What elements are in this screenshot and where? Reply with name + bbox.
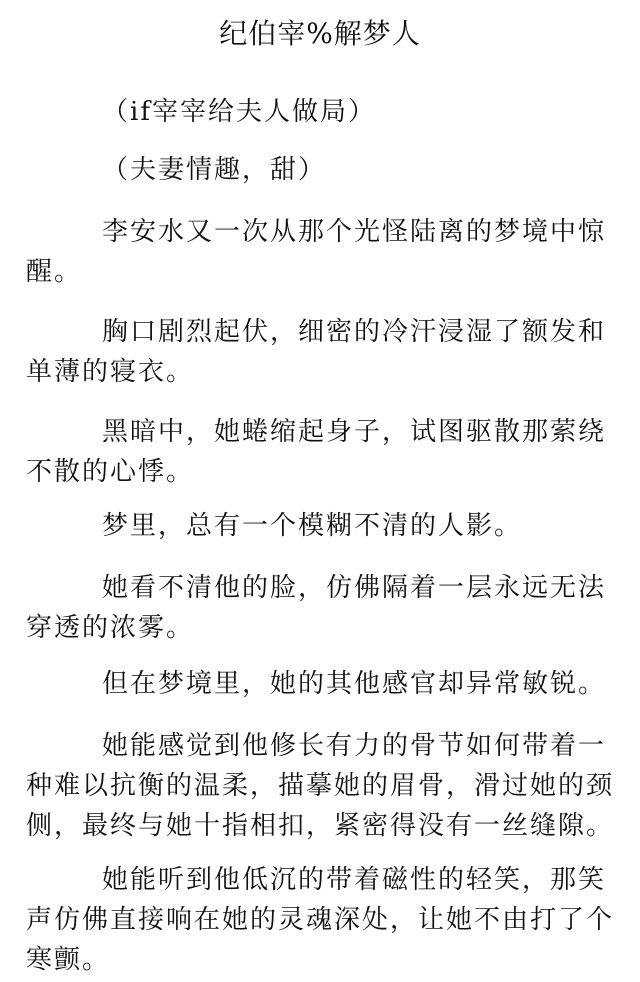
paragraph-3: 李安水又一次从那个光怪陆离的梦境中惊醒。 — [26, 217, 607, 287]
paragraph-5: 黑暗中，她蜷缩起身子，试图驱散那萦绕不散的心悸。 — [26, 417, 607, 487]
paragraph-1: （if宰宰给夫人做局） — [102, 97, 376, 127]
paragraph-7: 她看不清他的脸，仿佛隔着一层永远无法穿透的浓雾。 — [26, 573, 607, 643]
paragraph-2: （夫妻情趣，甜） — [102, 155, 327, 185]
paragraph-8: 但在梦境里，她的其他感官却异常敏锐。 — [102, 669, 607, 699]
paragraph-6: 梦里，总有一个模糊不清的人影。 — [102, 511, 523, 541]
paragraph-9: 她能感觉到他修长有力的骨节如何带着一种难以抗衡的温柔，描摹她的眉骨，滑过她的颈侧，最终与她十指相扣，紧密得没有一丝缝隙。 — [26, 731, 615, 841]
paragraph-4: 胸口剧烈起伏，细密的冷汗浸湿了额发和单薄的寝衣。 — [26, 317, 607, 387]
paragraph-10: 她能听到他低沉的带着磁性的轻笑，那笑声仿佛直接响在她的灵魂深处，让她不由打了个寒颤。 — [26, 865, 615, 975]
document-title: 纪伯宰%解梦人 — [219, 17, 421, 50]
